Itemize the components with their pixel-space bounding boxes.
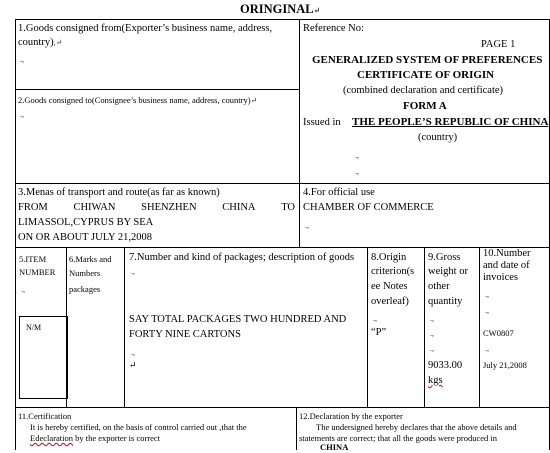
origin-criterion: “P” bbox=[371, 327, 387, 338]
origin-header-4: overleaf) bbox=[371, 296, 409, 307]
box2-label bbox=[18, 94, 257, 107]
exporter-declaration-line1: The undersigned hereby declares that the above details and bbox=[316, 422, 517, 432]
route-word: SHENZHEN bbox=[141, 202, 197, 213]
form-a-title: FORM A bbox=[403, 100, 447, 112]
item-number-header-2: NUMBER bbox=[19, 267, 56, 277]
certification-line1: It is hereby certified, on the basis of control carried out ,that the bbox=[30, 422, 247, 432]
invoice-header-1: 10.Number bbox=[483, 248, 531, 259]
marks-header-3: packages bbox=[69, 284, 101, 294]
issued-in-label: Issued in bbox=[303, 117, 341, 128]
box2-label-text: 2.Goods consigned to(Consignee’s business name, address, country) bbox=[18, 95, 251, 105]
empty-paragraph: ., bbox=[373, 314, 377, 323]
certification-line2 bbox=[30, 432, 160, 444]
empty-paragraph: ., bbox=[305, 221, 309, 230]
transport-route-label: 3.Menas of transport and route(as far as known) bbox=[18, 187, 220, 198]
invoice-header-3: invoices bbox=[483, 272, 518, 283]
certificate-subtitle: (combined declaration and certificate) bbox=[343, 85, 504, 96]
paragraph-mark: ↵ bbox=[250, 96, 258, 105]
marks-value: N/M bbox=[26, 323, 42, 332]
empty-paragraph: ., bbox=[430, 314, 434, 323]
certification-word: Edeclaration bbox=[30, 433, 73, 443]
invoice-number: CW0807 bbox=[483, 328, 514, 338]
certification-label: 11.Certification bbox=[18, 411, 72, 421]
goods-description-line1: SAY TOTAL PACKAGES TWO HUNDRED AND bbox=[129, 314, 347, 325]
empty-paragraph: ., bbox=[430, 344, 434, 353]
form-title bbox=[240, 3, 320, 17]
paragraph-mark: ,↵ bbox=[53, 38, 63, 47]
empty-paragraph: ., bbox=[21, 285, 25, 294]
return-mark: ↵ bbox=[129, 360, 137, 370]
gsp-title: GENERALIZED SYSTEM OF PREFERENCES bbox=[312, 54, 543, 66]
route-word: TO bbox=[281, 202, 295, 213]
marks-header-1: 6.Marks and bbox=[69, 254, 112, 264]
chamber-of-commerce: CHAMBER OF COMMERCE bbox=[303, 202, 434, 213]
box1-label-text: country) bbox=[18, 37, 54, 48]
invoice-header-2: and date of bbox=[483, 260, 530, 271]
box1-label-line1: 1.Goods consigned from(Exporter’s business name, address, bbox=[18, 23, 273, 34]
gross-weight-header-2: weight or bbox=[428, 266, 468, 277]
empty-paragraph: ., bbox=[355, 151, 359, 160]
empty-paragraph: ., bbox=[485, 344, 489, 353]
goods-description-line2: FORTY NINE CARTONS bbox=[129, 329, 241, 340]
issued-in-country: THE PEOPLE’S REPUBLIC OF CHINA bbox=[352, 116, 549, 128]
exporter-declaration-line2: statements are correct; that all the goods were produced in bbox=[299, 433, 498, 443]
certificate-title: CERTIFICATE OF ORIGIN bbox=[357, 69, 495, 81]
description-header: 7.Number and kind of packages; description of goods bbox=[129, 252, 355, 263]
transport-route-line1 bbox=[18, 202, 295, 214]
empty-paragraph: ., bbox=[485, 290, 489, 299]
item-number-header-1: 5.ITEM bbox=[19, 254, 47, 264]
shipment-date: ON OR ABOUT JULY 21,2008 bbox=[18, 232, 152, 243]
origin-header-3: ee Notes bbox=[371, 281, 408, 292]
gross-weight-header-3: other bbox=[428, 281, 450, 292]
box1-empty-paragraph: ., bbox=[20, 55, 24, 64]
origin-header-1: 8.Origin bbox=[371, 252, 407, 263]
country-caption: (country) bbox=[418, 132, 458, 143]
empty-paragraph: ., bbox=[485, 306, 489, 315]
route-word: CHINA bbox=[222, 202, 256, 213]
form-title-text: ORINGINAL bbox=[240, 2, 314, 16]
transport-route-line2: LIMASSOL,CYPRUS BY SEA bbox=[18, 217, 154, 228]
invoice-date: July 21,2008 bbox=[483, 360, 527, 370]
gross-weight-header-4: quantity bbox=[428, 296, 463, 307]
route-word: FROM bbox=[18, 202, 48, 213]
empty-paragraph: ., bbox=[131, 348, 135, 357]
reference-number-label: Reference No: bbox=[303, 23, 364, 34]
box1-label-line2 bbox=[18, 37, 62, 49]
marks-header-2: Numbers bbox=[69, 268, 101, 278]
production-country: CHINA bbox=[320, 442, 349, 452]
route-word: CHIWAN bbox=[73, 202, 116, 213]
gross-weight-header-1: 9.Gross bbox=[428, 252, 461, 263]
exporter-declaration-label: 12.Declaration by the exporter bbox=[299, 411, 403, 421]
certification-text: by the exporter is correct bbox=[72, 433, 161, 443]
origin-header-2: criterion(s bbox=[371, 266, 415, 277]
page-number: PAGE 1 bbox=[481, 39, 516, 50]
empty-paragraph: ., bbox=[131, 267, 135, 276]
paragraph-mark: ↵ bbox=[313, 6, 321, 15]
gross-weight-unit: kgs bbox=[428, 375, 443, 386]
empty-paragraph: ., bbox=[355, 167, 359, 176]
gross-weight-value: 9033.00 bbox=[428, 360, 463, 371]
box2-empty-paragraph: ., bbox=[20, 110, 24, 119]
empty-paragraph: ., bbox=[430, 329, 434, 338]
official-use-label: 4.For official use bbox=[303, 187, 375, 198]
